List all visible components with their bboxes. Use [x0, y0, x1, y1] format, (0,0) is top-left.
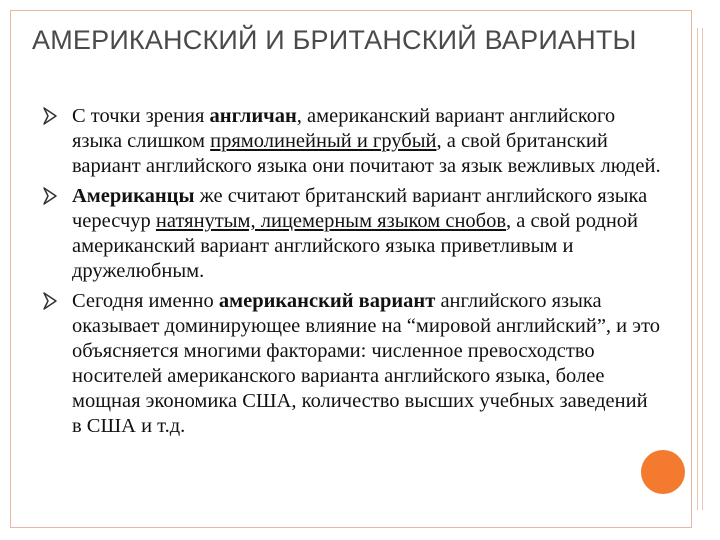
bullet-3-text-2: английского языка оказывает доминирующее влияние на “мировой английский”, и это объясняется многими факторами: численное превосходство носителей американского варианта английского языка, более мощная экономика США, количество высших учебных заведений в США и т.д. — [72, 290, 661, 437]
bullet-1-text-1: С точки зрения — [72, 105, 210, 127]
arrowhead-bullet-icon — [42, 106, 58, 126]
bullet-1-text-2: , американский вариант английского языка слишком — [72, 105, 616, 152]
bullet-item-3 — [42, 289, 662, 439]
bullet-3-bold-1: американский вариант — [218, 290, 436, 312]
bullet-1-underline-1: прямолинейный и грубый — [210, 130, 437, 152]
arrowhead-bullet-icon — [42, 186, 58, 206]
bullet-2-text-1: же считают британский вариант английского языка чересчур — [72, 185, 648, 232]
bullet-2-underline-1: натянутым, лицемерным языком снобов — [155, 210, 507, 232]
accent-circle — [641, 450, 685, 494]
arrowhead-bullet-icon — [42, 291, 58, 311]
slide-border-right — [697, 28, 703, 510]
bullet-item-2 — [42, 184, 662, 284]
bullet-1-text-3: , а свой британский вариант английского языка они почитают за язык вежливых людей. — [72, 130, 661, 177]
bullet-2-bold-1: Американцы — [72, 185, 195, 207]
bullet-3-text-1: Сегодня именно — [72, 290, 219, 312]
bullet-2-text-2: , а свой родной американский вариант английского языка приветливым и дружелюбным. — [72, 210, 639, 282]
bullet-list — [42, 104, 662, 444]
bullet-item-1 — [42, 104, 662, 179]
bullet-1-bold-1: англичан — [209, 105, 297, 127]
slide-title: АМЕРИКАНСКИЙ И БРИТАНСКИЙ ВАРИАНТЫ — [32, 25, 637, 55]
